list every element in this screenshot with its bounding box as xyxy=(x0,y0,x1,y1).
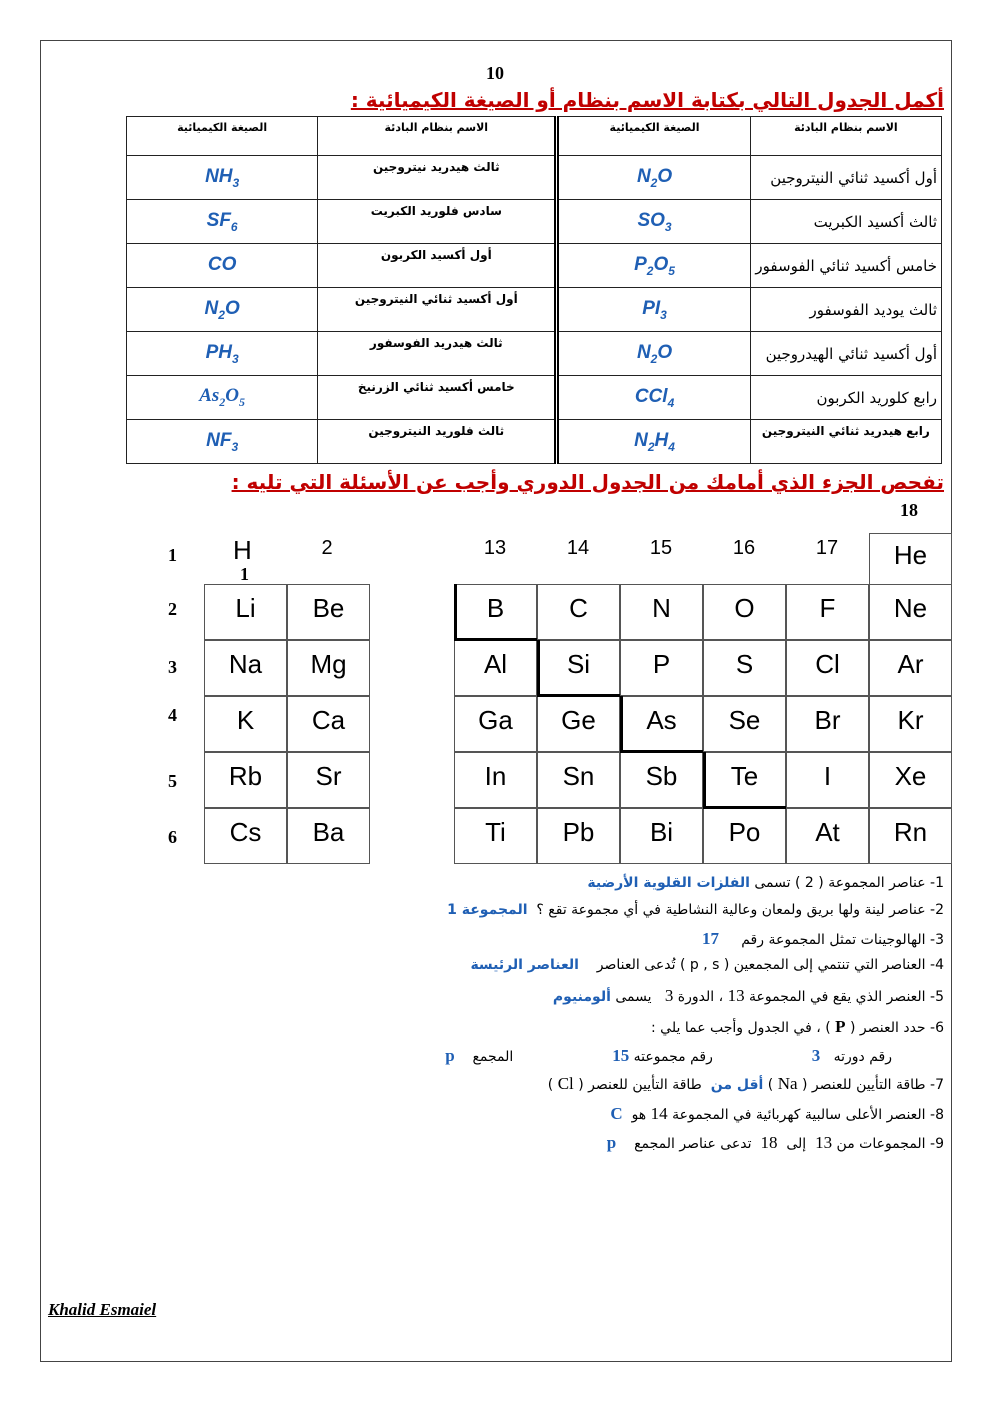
name-right-4: ثالث يوديد الفوسفور xyxy=(750,288,941,332)
group-header-14: 14 xyxy=(566,537,590,559)
metalloid-line-1 xyxy=(454,584,457,640)
element-s: S xyxy=(703,640,786,696)
element-f: F xyxy=(786,584,869,640)
element-kr: Kr xyxy=(869,696,952,752)
formula-right-5: $N_2O$ xyxy=(557,332,750,376)
group-header-17: 17 xyxy=(815,537,839,559)
name-right-5: أول أكسيد ثنائي الهيدروجين xyxy=(750,332,941,376)
element-ne: Ne xyxy=(869,584,952,640)
names-header-row xyxy=(127,117,942,156)
question-4: 4- العناصر التي تنتمي إلى المجمعين ( p , s ) تُدعى العناصر العناصر الرئيسة xyxy=(470,957,944,973)
element-he: He xyxy=(869,533,952,585)
name-left-2: سادس فلوريد الكبريت xyxy=(318,200,557,244)
names-row xyxy=(127,376,942,420)
name-right-1: أول أكسيد ثنائي النيتروجين xyxy=(750,156,941,200)
group-header-15: 15 xyxy=(649,537,673,559)
answer-5: ألومنيوم xyxy=(552,989,611,1005)
formula-left-1: $NH_3$ xyxy=(127,156,318,200)
question-6: 6- حدد العنصر ( P ) ، في الجدول وأجب عما يلي : xyxy=(651,1017,944,1036)
element-na: Na xyxy=(204,640,287,696)
author-name: Khalid Esmaiel xyxy=(48,1300,157,1319)
formula-right-1: $N_2O$ xyxy=(557,156,750,200)
element-si: Si xyxy=(537,640,620,696)
formula-right-4: $PI_3$ xyxy=(557,288,750,332)
h-group-number: 1 xyxy=(240,564,249,584)
element-cs: Cs xyxy=(204,808,287,864)
formula-right-2: $SO_3$ xyxy=(557,200,750,244)
element-xe: Xe xyxy=(869,752,952,808)
element-mg: Mg xyxy=(287,640,370,696)
header-name-right: الاسم بنظام البادئة xyxy=(750,117,941,156)
period-label-2: 2 xyxy=(168,599,177,619)
answer-6-block: p xyxy=(445,1046,455,1065)
section2-heading: تفحص الجزء الذي أمامك من الجدول الدوري وأجب عن الأسئلة التي تليه : xyxy=(231,470,944,494)
name-right-6: رابع كلوريد الكربون xyxy=(750,376,941,420)
question-3: 3- الهالوجينات تمثل المجموعة رقم 17 xyxy=(701,929,944,948)
element-se: Se xyxy=(703,696,786,752)
name-left-1: ثالث هيدريد نيتروجين xyxy=(318,156,557,200)
question-9: 9- المجموعات من 13 إلى 18 تدعى عناصر المجمع p xyxy=(606,1133,944,1152)
element-ar: Ar xyxy=(869,640,952,696)
element-br: Br xyxy=(786,696,869,752)
answer-6-group: 15 xyxy=(612,1046,630,1065)
names-row xyxy=(127,332,942,376)
element-n: N xyxy=(620,584,703,640)
element-rn: Rn xyxy=(869,808,952,864)
element-po: Po xyxy=(703,808,786,864)
element-ga: Ga xyxy=(454,696,537,752)
element-c: C xyxy=(537,584,620,640)
name-left-3: أول أكسيد الكربون xyxy=(318,244,557,288)
name-left-7: ثالث فلوريد النيتروجين xyxy=(318,420,557,464)
formula-right-7: $N_2H_4$ xyxy=(557,420,750,464)
group-header-16: 16 xyxy=(732,537,756,559)
names-table xyxy=(126,116,942,464)
question-6-details: رقم دورته 3 رقم مجموعته 15 المجمع p xyxy=(445,1046,892,1065)
formula-right-6: CCl$_4$ xyxy=(557,376,750,420)
element-k: K xyxy=(204,696,287,752)
element-bi: Bi xyxy=(620,808,703,864)
period-label-1: 1 xyxy=(168,545,177,565)
group-header-2: 2 xyxy=(321,537,333,559)
element-rb: Rb xyxy=(204,752,287,808)
metalloid-line-7 xyxy=(703,752,706,808)
answer-4: العناصر الرئيسة xyxy=(470,957,579,973)
name-left-5: ثالث هيدريد الفوسفور xyxy=(318,332,557,376)
question-1: 1- عناصر المجموعة ( 2 ) تسمى الفلزات القلوية الأرضية xyxy=(587,875,944,891)
metalloid-line-2 xyxy=(454,638,537,641)
answer-6-period: 3 xyxy=(811,1046,821,1065)
element-al: Al xyxy=(454,640,537,696)
formula-left-5: $PH_3$ xyxy=(127,332,318,376)
metalloid-line-6 xyxy=(620,750,703,753)
metalloid-line-3 xyxy=(537,640,540,696)
element-at: At xyxy=(786,808,869,864)
metalloid-line-5 xyxy=(620,696,623,752)
metalloid-line-8 xyxy=(703,806,786,809)
formula-left-4: $N_2O$ xyxy=(127,288,318,332)
question-5: 5- العنصر الذي يقع في المجموعة 13 ، الدورة 3 يسمى ألومنيوم xyxy=(552,986,944,1005)
element-cl: Cl xyxy=(786,640,869,696)
question-7: 7- طاقة التأيين للعنصر ( Na ) أقل من طاقة التأيين للعنصر ( Cl ) xyxy=(547,1074,944,1093)
name-right-7: رابع هيدريد ثنائي النيتروجين xyxy=(750,420,941,464)
question-2: 2- عناصر لينة ولها بريق ولمعان وعالية النشاطية في أي مجموعة تقع ؟ المجموعة 1 xyxy=(447,902,944,918)
names-row xyxy=(127,200,942,244)
element-o: O xyxy=(703,584,786,640)
period-label-6: 6 xyxy=(168,827,177,847)
element-i: I xyxy=(786,752,869,808)
section1-heading: أكمل الجدول التالي بكتابة الاسم بنظام أو الصيغة الكيميائية : xyxy=(350,88,944,112)
element-b: B xyxy=(454,584,537,640)
answer-9: p xyxy=(606,1133,617,1152)
element-in: In xyxy=(454,752,537,808)
period-label-5: 5 xyxy=(168,771,177,791)
answer-3: 17 xyxy=(701,929,719,948)
element-ca: Ca xyxy=(287,696,370,752)
formula-left-7: $NF_3$ xyxy=(127,420,318,464)
header-name-left: الاسم بنظام البادئة xyxy=(318,117,557,156)
names-row xyxy=(127,156,942,200)
answer-8: C xyxy=(610,1104,623,1123)
answer-7: أقل من xyxy=(710,1077,764,1093)
names-row xyxy=(127,244,942,288)
element-sb: Sb xyxy=(620,752,703,808)
name-right-3: خامس أكسيد ثنائي الفوسفور xyxy=(750,244,941,288)
name-left-6: خامس أكسيد ثنائي الزرنيخ xyxy=(318,376,557,420)
name-right-2: ثالث أكسيد الكبريت xyxy=(750,200,941,244)
metalloid-line-4 xyxy=(537,694,620,697)
answer-2: المجموعة 1 xyxy=(447,902,528,918)
names-row xyxy=(127,288,942,332)
element-ba: Ba xyxy=(287,808,370,864)
h-symbol: H xyxy=(233,535,252,565)
header-formula-right: الصيغة الكيميائية xyxy=(557,117,750,156)
element-ti: Ti xyxy=(454,808,537,864)
element-be: Be xyxy=(287,584,370,640)
element-sr: Sr xyxy=(287,752,370,808)
element-te: Te xyxy=(703,752,786,808)
group18-label: 18 xyxy=(900,500,918,520)
element-pb: Pb xyxy=(537,808,620,864)
element-li: Li xyxy=(204,584,287,640)
name-left-4: أول أكسيد ثنائي النيتروجين xyxy=(318,288,557,332)
question-8: 8- العنصر الأعلى سالبية كهربائية في المجموعة 14 هو C xyxy=(610,1104,944,1123)
formula-right-3: $P_2O_5$ xyxy=(557,244,750,288)
formula-left-3: CO xyxy=(127,244,318,288)
names-row xyxy=(127,420,942,464)
period-label-4: 4 xyxy=(168,705,177,725)
formula-left-6: $As_2O_5$ xyxy=(127,376,318,420)
answer-1: الفلزات القلوية الأرضية xyxy=(587,875,750,891)
element-sn: Sn xyxy=(537,752,620,808)
header-formula-left: الصيغة الكيميائية xyxy=(127,117,318,156)
page-number: 10 xyxy=(486,63,504,83)
element-as: As xyxy=(620,696,703,752)
group-header-13: 13 xyxy=(483,537,507,559)
element-p: P xyxy=(620,640,703,696)
period-label-3: 3 xyxy=(168,657,177,677)
formula-left-2: $SF_6$ xyxy=(127,200,318,244)
element-ge: Ge xyxy=(537,696,620,752)
